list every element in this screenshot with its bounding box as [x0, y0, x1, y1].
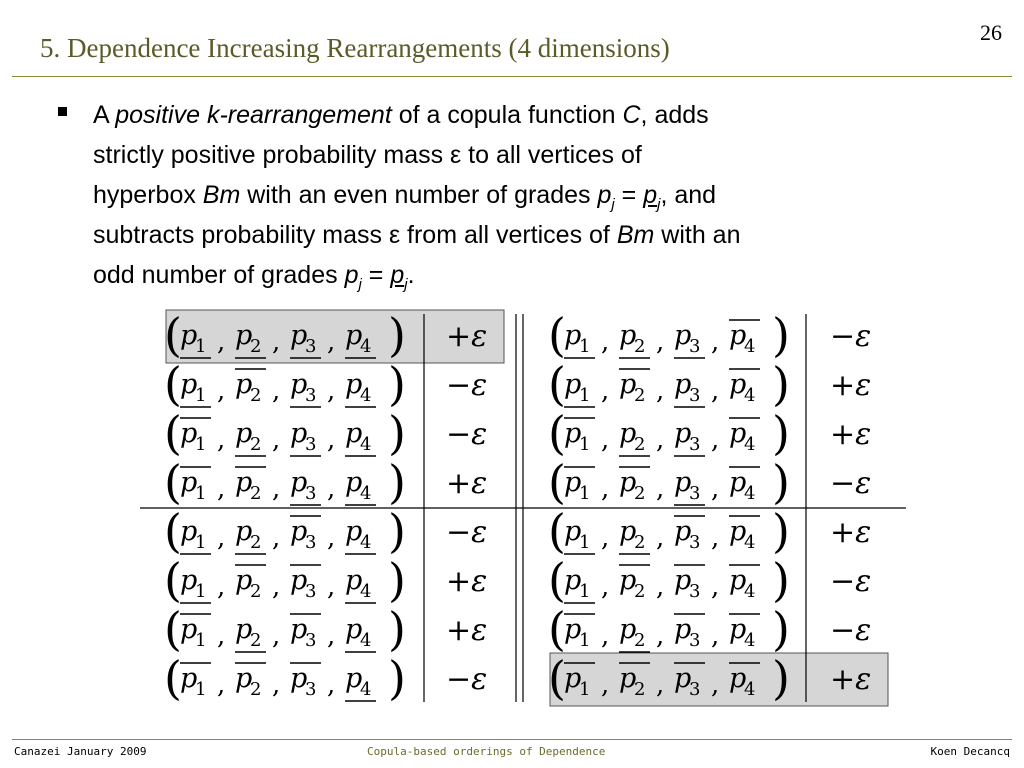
comma: ,	[327, 621, 336, 651]
comma: ,	[217, 572, 226, 602]
close-paren: )	[388, 455, 406, 509]
p3-symbol: p	[674, 418, 692, 449]
comma: ,	[711, 572, 720, 602]
mass-sign: −ε	[830, 613, 872, 648]
p1-symbol: p	[180, 663, 198, 694]
comma: ,	[601, 572, 610, 602]
close-paren: )	[388, 308, 406, 362]
open-paren: (	[164, 455, 182, 509]
left-table-row	[164, 602, 487, 656]
p4-symbol: p	[729, 565, 747, 596]
comma: ,	[711, 621, 720, 651]
p1-symbol: p	[180, 516, 198, 547]
p1-subscript: 1	[195, 434, 207, 455]
mass-sign: +ε	[830, 368, 872, 403]
p2-symbol: p	[619, 418, 637, 449]
p2-symbol: p	[619, 467, 637, 498]
right-table-row	[548, 602, 871, 656]
mass-sign: −ε	[446, 368, 488, 403]
p4-symbol: p	[729, 516, 747, 547]
open-paren: (	[164, 553, 182, 607]
comma: ,	[272, 425, 281, 455]
comma: ,	[327, 376, 336, 406]
mass-sign: +ε	[830, 662, 872, 697]
p4-symbol: p	[729, 320, 747, 351]
p1-subscript: 1	[195, 336, 207, 357]
p1-symbol: p	[180, 418, 198, 449]
mass-sign: +ε	[446, 564, 488, 599]
p1-symbol: p	[564, 418, 582, 449]
comma: ,	[327, 474, 336, 504]
footer-left: Canazei January 2009	[14, 745, 147, 758]
p4-subscript: 4	[360, 336, 372, 357]
p4-symbol: p	[729, 418, 747, 449]
p4-subscript: 4	[360, 532, 372, 553]
p3-symbol: p	[290, 418, 308, 449]
p3-subscript: 3	[689, 385, 701, 406]
comma: ,	[272, 670, 281, 700]
p2-subscript: 2	[634, 434, 646, 455]
p2-subscript: 2	[634, 483, 646, 504]
page-number: 26	[980, 20, 1002, 45]
p3-symbol: p	[290, 565, 308, 596]
p2-symbol: p	[619, 320, 637, 351]
p1-symbol: p	[564, 516, 582, 547]
p3-symbol: p	[290, 320, 308, 351]
p2-subscript: 2	[634, 336, 646, 357]
comma: ,	[601, 670, 610, 700]
p4-symbol: p	[729, 467, 747, 498]
p4-symbol: p	[729, 369, 747, 400]
p2-subscript: 2	[250, 679, 262, 700]
comma: ,	[656, 670, 665, 700]
open-paren: (	[548, 504, 566, 558]
mass-sign: −ε	[830, 564, 872, 599]
comma: ,	[711, 474, 720, 504]
left-table-row	[164, 455, 487, 509]
left-table-row	[164, 357, 487, 411]
p4-symbol: p	[345, 467, 363, 498]
comma: ,	[656, 474, 665, 504]
p3-symbol: p	[290, 663, 308, 694]
comma: ,	[711, 523, 720, 553]
p1-subscript: 1	[579, 581, 591, 602]
footer-center: Copula-based orderings of Dependence	[367, 745, 606, 758]
p3-symbol: p	[290, 369, 308, 400]
p1-subscript: 1	[195, 679, 207, 700]
comma: ,	[601, 376, 610, 406]
close-paren: )	[772, 553, 790, 607]
comma: ,	[601, 474, 610, 504]
p1-symbol: p	[564, 663, 582, 694]
p3-subscript: 3	[305, 581, 317, 602]
bullet-line-4: subtracts probability mass ε from all vertices of Bm with an	[93, 221, 741, 249]
p2-subscript: 2	[634, 385, 646, 406]
mass-sign: −ε	[446, 417, 488, 452]
right-table-row	[548, 406, 871, 460]
mass-sign: +ε	[830, 515, 872, 550]
p1-subscript: 1	[579, 679, 591, 700]
comma: ,	[656, 376, 665, 406]
comma: ,	[601, 425, 610, 455]
comma: ,	[217, 474, 226, 504]
p3-symbol: p	[674, 614, 692, 645]
p3-symbol: p	[674, 467, 692, 498]
p4-subscript: 4	[744, 385, 756, 406]
p4-subscript: 4	[360, 483, 372, 504]
p3-symbol: p	[674, 565, 692, 596]
comma: ,	[327, 425, 336, 455]
comma: ,	[272, 327, 281, 357]
p4-symbol: p	[345, 565, 363, 596]
p4-symbol: p	[345, 516, 363, 547]
close-paren: )	[388, 553, 406, 607]
p1-subscript: 1	[195, 385, 207, 406]
bullet-line-1: A positive k-rearrangement of a copula function C, adds	[93, 101, 709, 129]
p3-symbol: p	[674, 369, 692, 400]
p1-subscript: 1	[195, 483, 207, 504]
p3-subscript: 3	[689, 630, 701, 651]
left-table-row	[164, 406, 487, 460]
slide-title: 5. Dependence Increasing Rearrangements (4 dimensions)	[40, 33, 670, 63]
p4-subscript: 4	[360, 630, 372, 651]
p1-subscript: 1	[579, 483, 591, 504]
comma: ,	[327, 327, 336, 357]
close-paren: )	[772, 602, 790, 656]
comma: ,	[217, 523, 226, 553]
comma: ,	[327, 523, 336, 553]
p2-subscript: 2	[634, 581, 646, 602]
p4-subscript: 4	[744, 434, 756, 455]
p3-subscript: 3	[305, 532, 317, 553]
close-paren: )	[772, 308, 790, 362]
p1-subscript: 1	[579, 532, 591, 553]
p3-symbol: p	[290, 516, 308, 547]
p4-symbol: p	[729, 663, 747, 694]
mass-sign: +ε	[446, 466, 488, 501]
p4-symbol: p	[345, 614, 363, 645]
open-paren: (	[548, 553, 566, 607]
p1-subscript: 1	[579, 385, 591, 406]
close-paren: )	[772, 357, 790, 411]
close-paren: )	[388, 357, 406, 411]
p3-subscript: 3	[305, 434, 317, 455]
open-paren: (	[164, 602, 182, 656]
p4-subscript: 4	[744, 581, 756, 602]
p3-subscript: 3	[689, 532, 701, 553]
p4-symbol: p	[345, 418, 363, 449]
comma: ,	[327, 670, 336, 700]
p1-symbol: p	[180, 565, 198, 596]
p2-symbol: p	[235, 565, 253, 596]
p3-symbol: p	[290, 467, 308, 498]
mass-sign: +ε	[446, 319, 488, 354]
p2-symbol: p	[619, 663, 637, 694]
close-paren: )	[772, 504, 790, 558]
open-paren: (	[548, 602, 566, 656]
p3-subscript: 3	[305, 630, 317, 651]
comma: ,	[601, 621, 610, 651]
mass-sign: −ε	[830, 319, 872, 354]
p3-symbol: p	[674, 516, 692, 547]
p2-symbol: p	[235, 663, 253, 694]
p2-symbol: p	[235, 418, 253, 449]
mass-sign: −ε	[446, 662, 488, 697]
p1-subscript: 1	[579, 434, 591, 455]
p4-symbol: p	[729, 614, 747, 645]
p3-subscript: 3	[689, 581, 701, 602]
p2-subscript: 2	[634, 679, 646, 700]
close-paren: )	[388, 406, 406, 460]
comma: ,	[711, 376, 720, 406]
comma: ,	[601, 523, 610, 553]
p2-symbol: p	[235, 320, 253, 351]
p2-symbol: p	[619, 369, 637, 400]
close-paren: )	[772, 406, 790, 460]
mass-sign: +ε	[830, 417, 872, 452]
close-paren: )	[772, 455, 790, 509]
p2-subscript: 2	[250, 581, 262, 602]
close-paren: )	[388, 504, 406, 558]
p2-symbol: p	[619, 614, 637, 645]
left-table-row	[164, 651, 487, 705]
comma: ,	[327, 572, 336, 602]
comma: ,	[272, 621, 281, 651]
comma: ,	[217, 621, 226, 651]
p3-subscript: 3	[689, 336, 701, 357]
open-paren: (	[164, 651, 182, 705]
p1-subscript: 1	[195, 630, 207, 651]
comma: ,	[217, 670, 226, 700]
comma: ,	[217, 425, 226, 455]
p2-symbol: p	[235, 467, 253, 498]
p4-subscript: 4	[360, 581, 372, 602]
p2-symbol: p	[619, 516, 637, 547]
p2-symbol: p	[235, 369, 253, 400]
open-paren: (	[164, 308, 182, 362]
comma: ,	[272, 523, 281, 553]
p2-subscript: 2	[250, 336, 262, 357]
open-paren: (	[548, 455, 566, 509]
p2-symbol: p	[235, 516, 253, 547]
comma: ,	[217, 327, 226, 357]
mass-sign: −ε	[446, 515, 488, 550]
p1-symbol: p	[180, 369, 198, 400]
right-table-row	[548, 308, 871, 362]
close-paren: )	[388, 602, 406, 656]
p4-subscript: 4	[360, 434, 372, 455]
p4-symbol: p	[345, 320, 363, 351]
comma: ,	[656, 572, 665, 602]
comma: ,	[217, 376, 226, 406]
comma: ,	[272, 376, 281, 406]
p3-subscript: 3	[305, 679, 317, 700]
mass-sign: −ε	[830, 466, 872, 501]
p3-subscript: 3	[689, 483, 701, 504]
comma: ,	[272, 474, 281, 504]
p1-subscript: 1	[579, 336, 591, 357]
p2-symbol: p	[619, 565, 637, 596]
close-paren: )	[388, 651, 406, 705]
footer-divider	[12, 739, 1012, 740]
bullet-line-5: odd number of grades $p_j = p_j$.	[93, 261, 415, 293]
p1-symbol: p	[564, 565, 582, 596]
open-paren: (	[548, 308, 566, 362]
p3-symbol: p	[674, 320, 692, 351]
comma: ,	[711, 425, 720, 455]
open-paren: (	[164, 357, 182, 411]
p2-subscript: 2	[634, 630, 646, 651]
close-paren: )	[772, 651, 790, 705]
p4-subscript: 4	[744, 532, 756, 553]
open-paren: (	[548, 651, 566, 705]
p1-symbol: p	[180, 467, 198, 498]
p3-subscript: 3	[305, 385, 317, 406]
p2-subscript: 2	[250, 483, 262, 504]
p3-subscript: 3	[689, 434, 701, 455]
p1-symbol: p	[564, 467, 582, 498]
p4-subscript: 4	[744, 679, 756, 700]
right-table-row	[548, 504, 871, 558]
p3-symbol: p	[290, 614, 308, 645]
p3-symbol: p	[674, 663, 692, 694]
p2-symbol: p	[235, 614, 253, 645]
comma: ,	[711, 327, 720, 357]
open-paren: (	[164, 406, 182, 460]
comma: ,	[656, 425, 665, 455]
p4-symbol: p	[345, 369, 363, 400]
bullet-line-2: strictly positive probability mass ε to all vertices of	[93, 141, 642, 169]
comma: ,	[272, 572, 281, 602]
comma: ,	[656, 327, 665, 357]
open-paren: (	[164, 504, 182, 558]
p2-subscript: 2	[250, 385, 262, 406]
left-table-row	[164, 553, 487, 607]
footer-right: Koen Decancq	[930, 745, 1010, 758]
comma: ,	[656, 621, 665, 651]
left-table-row	[164, 504, 487, 558]
p2-subscript: 2	[250, 434, 262, 455]
open-paren: (	[548, 357, 566, 411]
right-table-row	[548, 553, 871, 607]
p4-subscript: 4	[744, 630, 756, 651]
p1-symbol: p	[180, 320, 198, 351]
p2-subscript: 2	[634, 532, 646, 553]
mass-sign: +ε	[446, 613, 488, 648]
open-paren: (	[548, 406, 566, 460]
p1-symbol: p	[564, 320, 582, 351]
p4-subscript: 4	[360, 679, 372, 700]
p1-subscript: 1	[579, 630, 591, 651]
p4-subscript: 4	[360, 385, 372, 406]
p1-subscript: 1	[195, 532, 207, 553]
p3-subscript: 3	[305, 336, 317, 357]
comma: ,	[601, 327, 610, 357]
right-table-row	[548, 455, 871, 509]
comma: ,	[656, 523, 665, 553]
p4-subscript: 4	[744, 336, 756, 357]
p1-symbol: p	[180, 614, 198, 645]
p1-symbol: p	[564, 369, 582, 400]
p1-symbol: p	[564, 614, 582, 645]
p4-symbol: p	[345, 663, 363, 694]
right-table-row	[548, 357, 871, 411]
p2-subscript: 2	[250, 532, 262, 553]
p1-subscript: 1	[195, 581, 207, 602]
p4-subscript: 4	[744, 483, 756, 504]
p2-subscript: 2	[250, 630, 262, 651]
p3-subscript: 3	[305, 483, 317, 504]
p3-subscript: 3	[689, 679, 701, 700]
comma: ,	[711, 670, 720, 700]
bullet-line-3: hyperbox Bm with an even number of grades $p_j = p_j$, and	[93, 181, 717, 213]
